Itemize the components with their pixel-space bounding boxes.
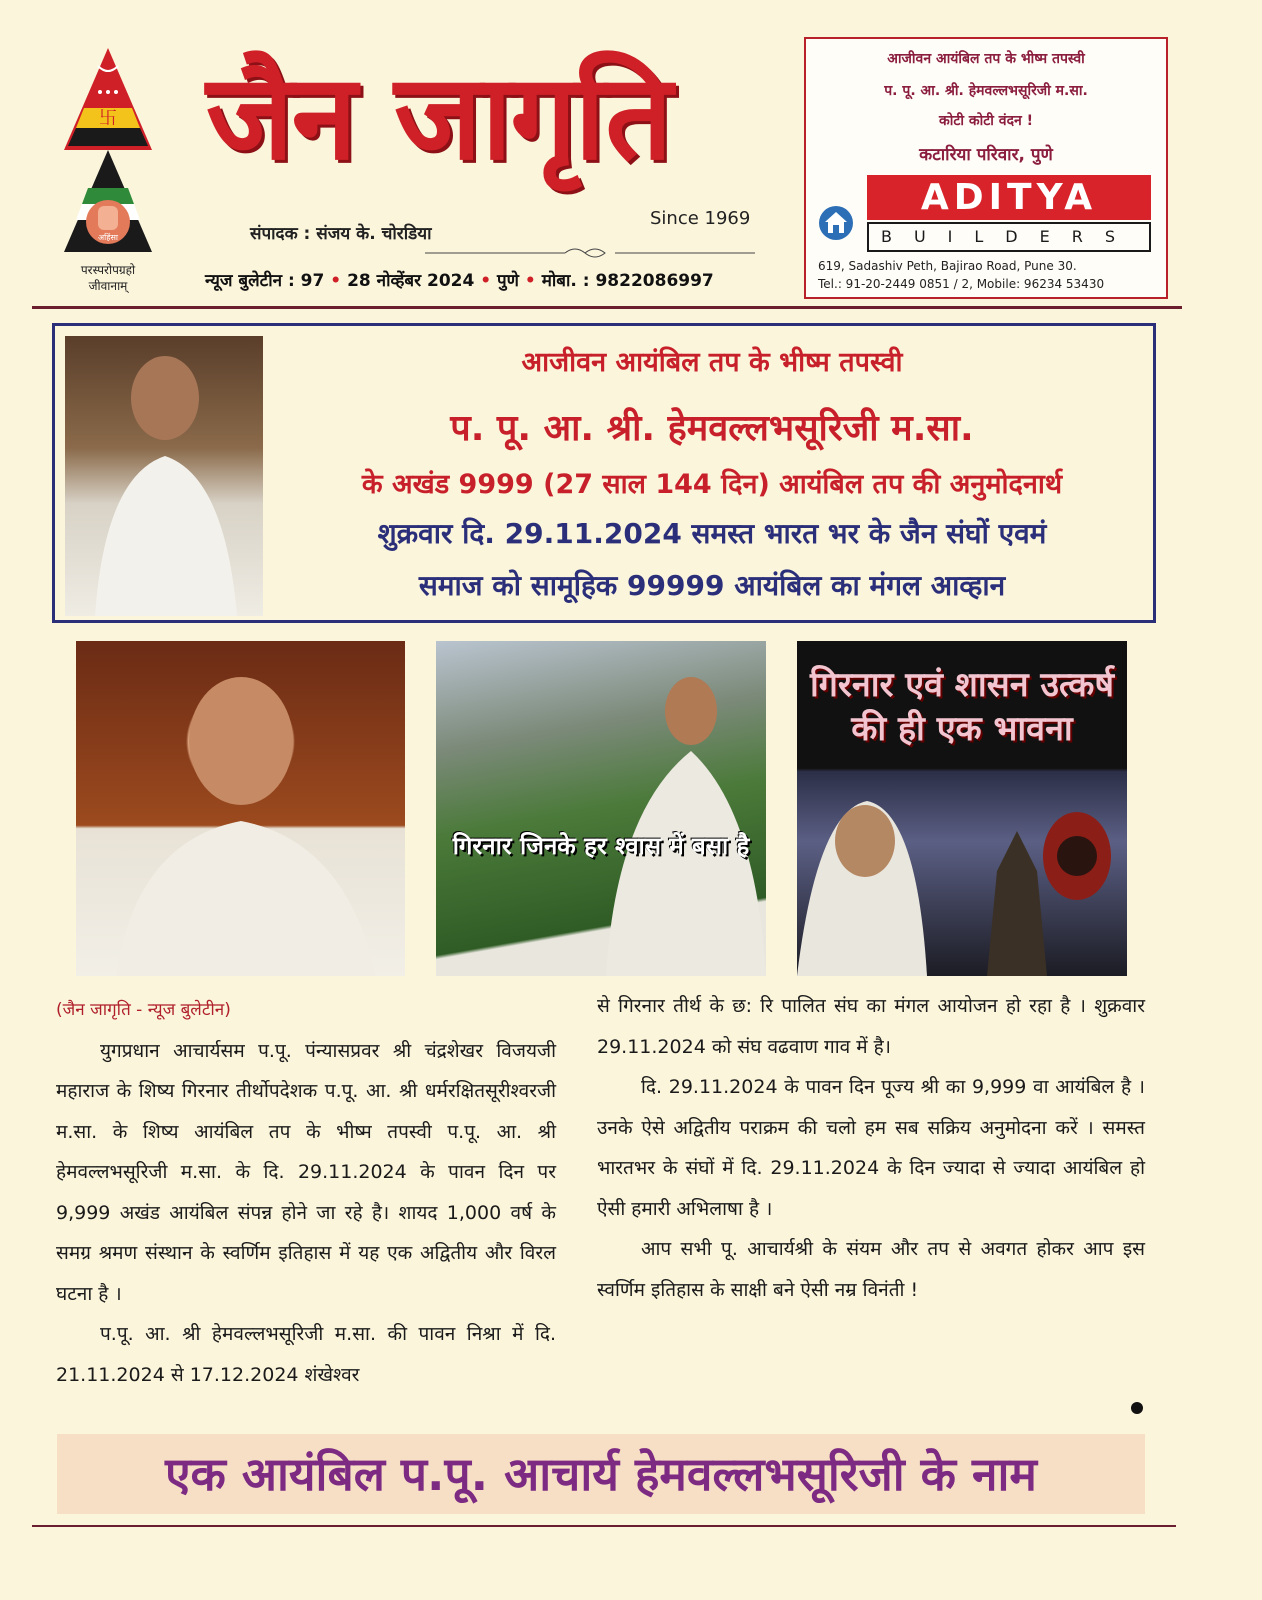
headline-line-1: आजीवन आयंबिल तप के भीष्म तपस्वी [521,347,903,378]
jain-emblem-logo [62,46,154,258]
photo-caption-girnar-shasan: गिरनार एवं शासन उत्कर्ष की ही एक भावना [809,665,1114,749]
motto [48,262,168,294]
since-year: Since 1969 [650,208,751,229]
headline-line-2: प. पू. आ. श्री. हेमवल्लभसूरिजी म.सा. [450,408,974,449]
motto-line-2: जीवानाम् [88,279,128,293]
bulletin-info-line [205,268,714,291]
article-source-tag: (जैन जागृति - न्यूज बुलेटीन) [56,1000,231,1020]
article-paragraph-1: युगप्रधान आचार्यसम प.पू. पंन्यासप्रवर श्री चंद्रशेखर विजयजी महाराज के शिष्य गिरनार तीर्थोपदेशक प.पू. आ. श्री धर्मरक्षितसूरीश्वरजी म.सा. के शिष्य आयंबिल तप के भीष्म तपस्वी प.पू. आ. श्री हेमवल्लभसूरिजी म.सा. के दि. 29.11.2024 के पावन दिन पर 9,999 अखंड आयंबिल संपन्न होने जा रहे है। शायद 1,000 वर्ष के समग्र श्रमण संस्थान के स्वर्णिम इतिहास में यह एक अद्वितीय और विरल घटना है । [56,1039,556,1305]
header-divider [32,306,1182,309]
ad-contact: Tel.: 91-20-2449 0851 / 2, Mobile: 96234 53430 [818,277,1105,291]
decorative-flourish [425,246,755,260]
bulletin-date: 28 नोव्हेंबर 2024 [347,271,475,291]
article-paragraph-5: आप सभी पू. आचार्यश्री के संयम और तप से अवगत होकर आप इस स्वर्णिम इतिहास के साक्षी बने ऐसी नम्र विनंती ! [597,1238,1145,1301]
brand-name-builders: BUILDERS [867,222,1151,252]
portrait-figure [65,336,263,616]
article-paragraph-3: से गिरनार तीर्थ के छ: रि पालित संघ का मंगल आयोजन हो रहा है । शुक्रवार 29.11.2024 को संघ वढवाण गाव में है। [597,995,1145,1058]
ad-line-2: प. पू. आ. श्री. हेमवल्लभसूरिजी म.सा. [884,83,1088,99]
ad-address: 619, Sadashiv Peth, Bajirao Road, Pune 30. [818,259,1077,273]
ad-line-3: कोटी कोटी वंदन ! [938,113,1034,129]
home-icon [818,205,854,241]
brand-name-aditya: ADITYA [867,175,1151,220]
ad-line-4: कटारिया परिवार, पुणे [919,145,1053,165]
ad-line-1: आजीवन आयंबिल तप के भीष्म तपस्वी [887,51,1085,67]
photo-caption-girnar-breath: गिरनार जिनके हर श्वास में बसा है [452,832,750,860]
emblem-label: अहिंसा [98,233,118,242]
svg-text:卐: 卐 [99,108,117,129]
article-paragraph-4: दि. 29.11.2024 के पावन दिन पूज्य श्री का 9,999 वा आयंबिल है । उनके ऐसे अद्वितीय पराक्रम की चलो हम सब सक्रिय अनुमोदना करें । समस्त भारतभर के संघों में दि. 29.11.2024 के दिन ज्यादा से ज्यादा आयंबिल हो ऐसी हमारी अभिलाषा है । [597,1076,1145,1220]
editor-credit: संपादक : संजय के. चोरडिया [250,224,432,244]
separator-dot: • [524,271,542,291]
seated-figure [76,641,405,976]
end-of-article-bullet [1131,1402,1143,1414]
article-column-left [56,990,556,1395]
separator-dot: • [330,271,348,291]
newspaper-title: जैन जागृति [206,47,671,186]
bulletin-number: न्यूज बुलेटीन : 97 [205,271,325,291]
motto-line-1: परस्परोपग्रहो [80,263,136,277]
girnar-mountain-photo [436,641,766,976]
headline-line-3: के अखंड 9999 (27 साल 144 दिन) आयंबिल तप की अनुमोदनार्थ [361,469,1063,500]
acharya-portrait-photo [65,336,263,616]
bulletin-mobile: मोबा. : 9822086997 [541,271,714,291]
headline-line-5: समाज को सामूहिक 99999 आयंबिल का मंगल आव्हान [418,569,1006,602]
aditya-builders-ad [804,37,1168,299]
article-column-right [597,986,1145,1310]
bulletin-city: पुणे [497,271,519,291]
footer-divider [32,1525,1176,1527]
article-paragraph-2: प.पू. आ. श्री हेमवल्लभसूरिजी म.सा. की पावन निश्रा में दि. 21.11.2024 से 17.12.2024 शंखेश्वर [56,1323,556,1386]
separator-dot: • [480,271,498,291]
girnar-temple-photo [797,641,1127,976]
headline-box [52,323,1156,623]
bottom-banner: एक आयंबिल प.पू. आचार्य हेमवल्लभसूरिजी के नाम [57,1434,1145,1514]
acharya-seated-photo [76,641,405,976]
headline-line-4: शुक्रवार दि. 29.11.2024 समस्त भारत भर के जैन संघों एवमं [377,517,1047,550]
meditating-figure [436,641,766,976]
